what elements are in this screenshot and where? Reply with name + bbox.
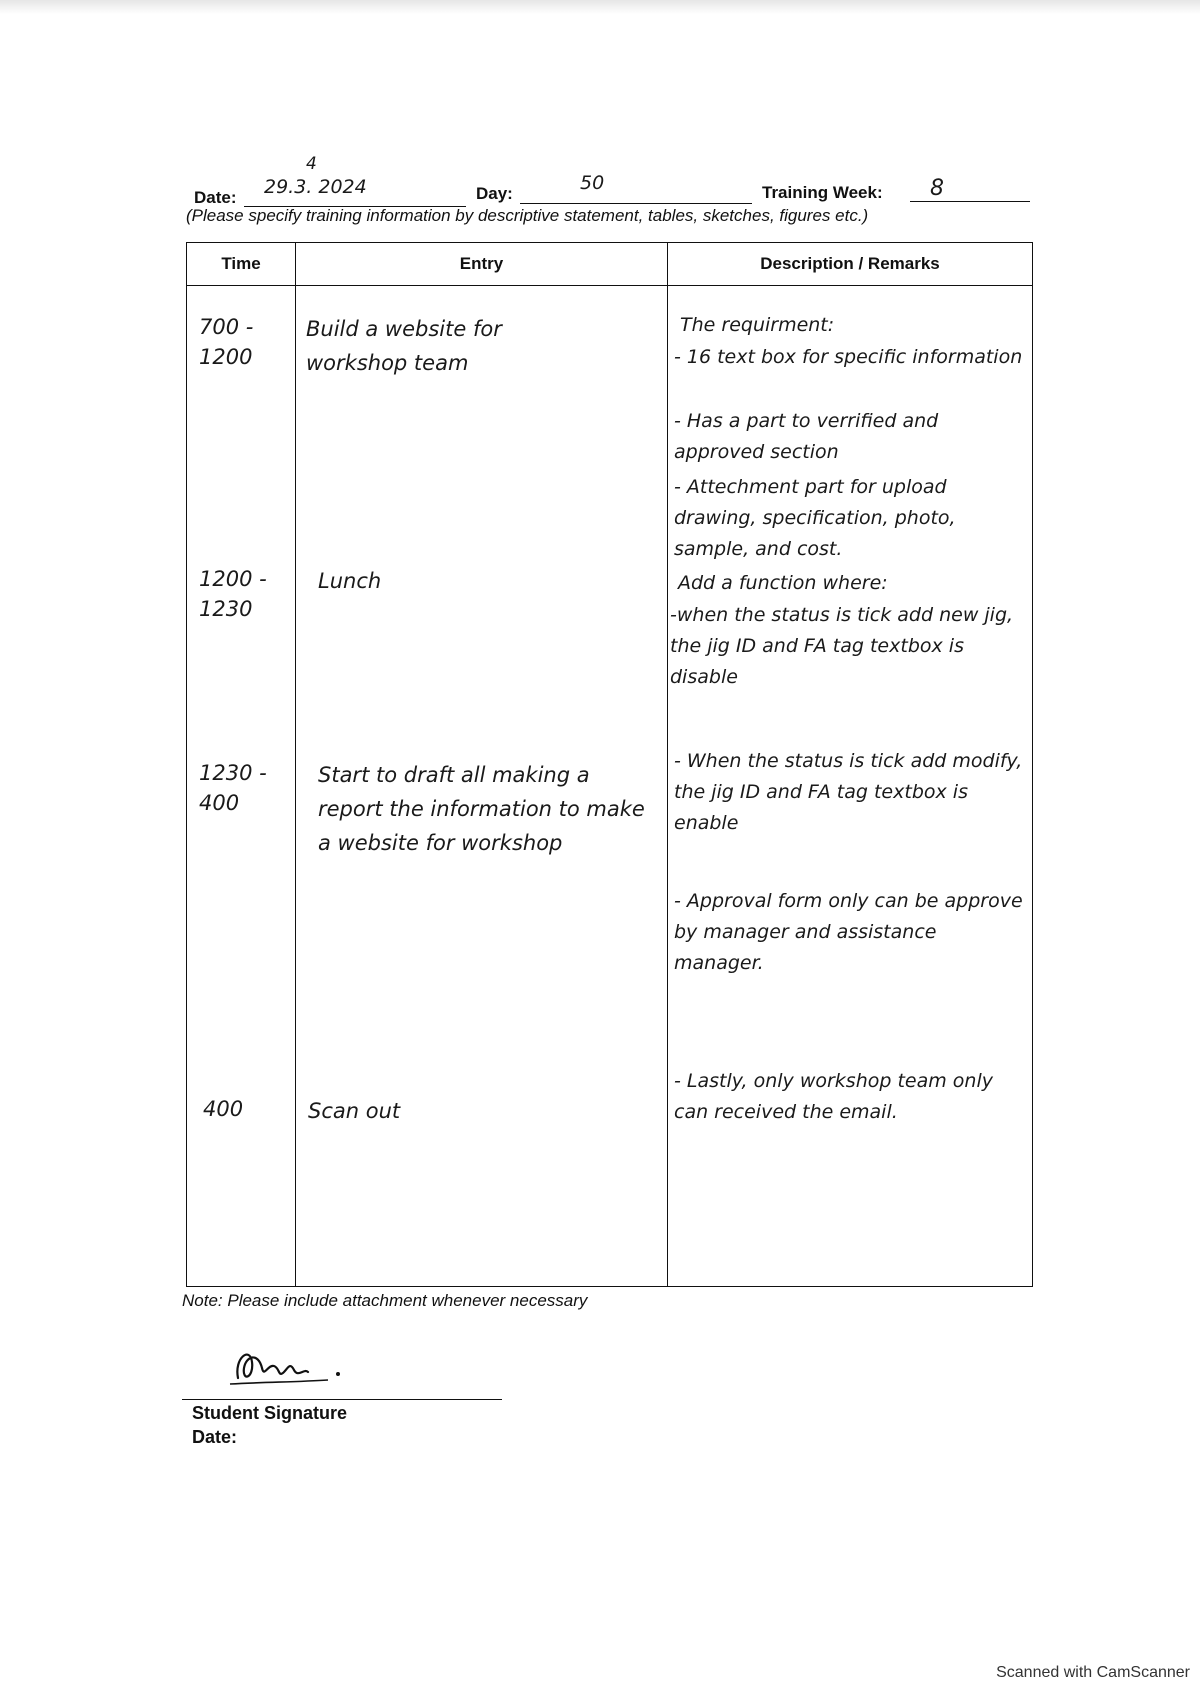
remarks-column [668,286,1033,1287]
signature-label: Student Signature [192,1403,348,1423]
signature-date-label: Date: [192,1427,238,1447]
remark-text: - Has a part to verrified and approved section [674,410,939,463]
remarks-header: Description / Remarks [668,243,1033,286]
scan-edge [0,0,1200,14]
table-body-row [187,286,1033,1287]
time-entry: 1230 - 400 [199,761,267,815]
remark-text: - Lastly, only workshop team only can received the email. [674,1070,993,1123]
time-header: Time [187,243,296,286]
remark-text: -when the status is tick add new jig, the jig ID and FA tag textbox is disable [670,604,1014,688]
entry-text: Start to draft all making a report the information to make a website for workshop [318,763,645,855]
remark-text: - When the status is tick add modify, the jig ID and FA tag textbox is enable [674,750,1023,834]
entry-column [296,286,668,1287]
day-label: Day: [476,184,513,203]
instructions: (Please specify training information by descriptive statement, tables, sketches, figures etc.) [186,206,869,225]
date-value: 29.3. 2024 [264,176,367,198]
date-label: Date: [194,188,237,207]
table-header-row [187,243,1033,286]
remark-text: Add a function where: [678,572,888,594]
training-log-table [186,242,1033,1287]
week-underline [910,201,1030,202]
entry-header: Entry [296,243,668,286]
date-correction: 4 [306,154,317,174]
training-week-value: 8 [930,176,944,201]
time-column [187,286,296,1287]
remark-text: - 16 text box for specific information [674,346,1023,368]
attachment-note: Note: Please include attachment whenever necessary [182,1291,588,1310]
time-entry: 1200 - 1230 [199,567,267,621]
student-signature [228,1338,348,1398]
entry-text: Build a website for workshop team [306,317,502,375]
entry-text: Scan out [308,1099,401,1123]
time-entry: 700 - 1200 [199,315,254,369]
entry-text: Lunch [318,569,382,593]
remark-text: - Attechment part for upload drawing, specification, photo, sample, and cost. [674,476,956,560]
remark-text: The requirment: [680,314,835,336]
day-value: 50 [580,172,605,194]
scanner-watermark: Scanned with CamScanner [996,1664,1190,1681]
day-underline [520,203,752,204]
remark-text: - Approval form only can be approve by manager and assistance manager. [674,890,1023,974]
training-week-label: Training Week: [762,183,883,202]
signature-line [182,1399,502,1400]
time-entry: 400 [203,1097,244,1121]
